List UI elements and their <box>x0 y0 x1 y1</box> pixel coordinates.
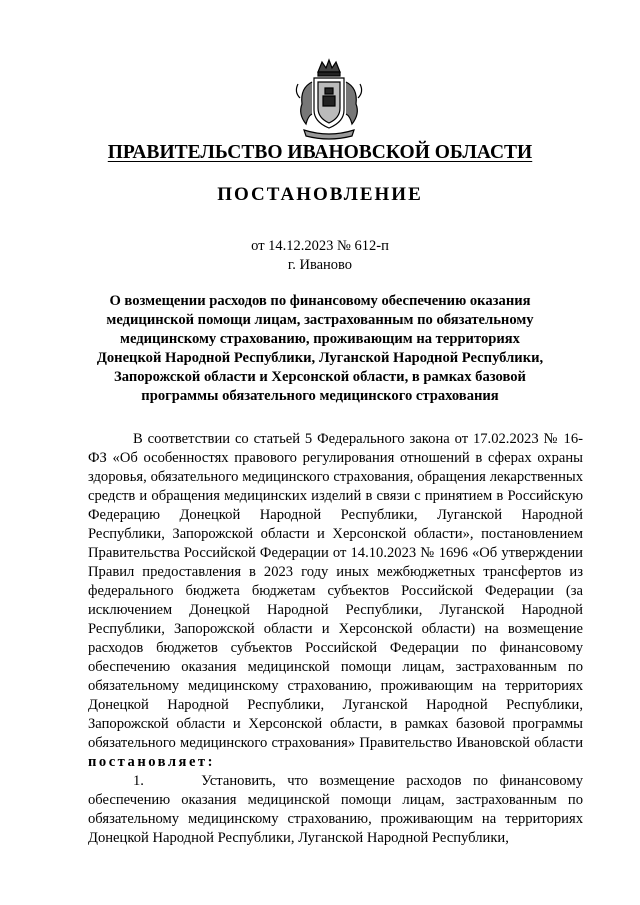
item-1: 1. Установить, что возмещение расходов по финансовому обеспечению оказания медицинской помощи лицам, застрахованным по обязательному медицинскому страхованию, проживающим на территориях Донецкой Народной Республики, Луганской Народной Республики, <box>88 773 583 846</box>
document-body <box>88 430 583 848</box>
date-number: от 14.12.2023 № 612-п <box>251 238 389 254</box>
preamble-paragraph <box>88 430 583 772</box>
coat-of-arms-icon <box>290 58 368 140</box>
preamble-text: В соответствии со статьей 5 Федерального закона от 17.02.2023 № 16-ФЗ «Об особенностях правового регулирования отношений в сферах охраны здоровья, обязательного медицинского страхования, обращения лекарственных средств и обращения медицинских изделий в связи с принятием в Российскую Федерацию Донецкой Народной Республики, Луганской Народной Республики, Запорожской области и Херсонской области», постановлением Правительства Российской Федерации от 14.10.2023 № 1696 «Об утверждении Правил предоставления в 2023 году иных межбюджетных трансфертов из федерального бюджета бюджетам субъектов Российской Федерации (за исключением Донецкой Народной Республики, Луганской Народной Республики, Запорожской области и Херсонской области) на возмещение расходов бюджетов субъектов Российской Федерации по финансовому обеспечению оказания медицинской помощи лицам, застрахованным по обязательному медицинскому страхованию, проживающим на территориях Донецкой Народной Республики, Луганской Народной Республики, Запорожской области и Херсонской области, в рамках базовой программы обязательного медицинского страхования» Правительство Ивановской области <box>88 431 583 751</box>
document-type: ПОСТАНОВЛЕНИЕ <box>217 184 423 205</box>
resolves-word: постановляет: <box>88 754 215 770</box>
document-title: О возмещении расходов по финансовому обеспечению оказания медицинской помощи лицам, застрахованным по обязательному медицинскому страхованию, проживающим на территориях Донецкой Народной Республики, Луганской Народной Республики, Запорожской области и Херсонской области, в рамках базовой программы обязательного медицинского страхования <box>96 293 544 404</box>
city: г. Иваново <box>287 257 353 273</box>
government-name: ПРАВИТЕЛЬСТВО ИВАНОВСКОЙ ОБЛАСТИ <box>107 142 533 163</box>
date-and-number-block <box>0 237 640 275</box>
